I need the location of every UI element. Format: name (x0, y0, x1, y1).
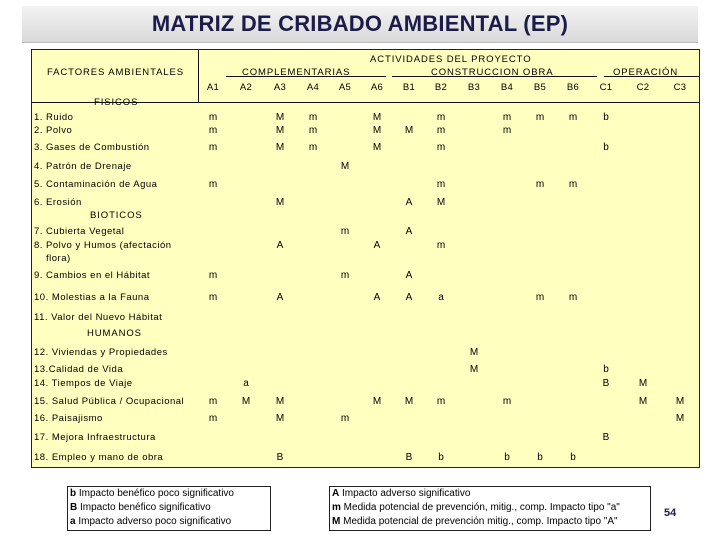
cell-b2: m (436, 179, 446, 190)
matrix-row (32, 396, 699, 408)
cell-a4: m (308, 125, 318, 136)
group-complementarias: COMPLEMENTARIAS (242, 67, 351, 78)
cell-b4: m (502, 125, 512, 136)
legend-item: M Medida potencial de prevención mitig., comp. Impacto tipo "A" (332, 516, 618, 527)
cell-a6: A (373, 292, 381, 303)
cell-b5: m (535, 292, 545, 303)
cell-b2: m (436, 240, 446, 251)
cell-b2: m (436, 112, 446, 123)
matrix-row (32, 179, 699, 191)
cell-a1: m (208, 413, 218, 424)
row-label: 15. Salud Pública / Ocupacional (34, 396, 185, 407)
cell-a3: M (275, 413, 285, 424)
column-header-b4: B4 (500, 82, 514, 93)
legend-item: b Impacto benéfico poco significativo (70, 488, 234, 499)
cell-a4: m (308, 112, 318, 123)
cell-c1: B (602, 432, 610, 443)
cell-c3: M (675, 396, 685, 407)
activities-title: ACTIVIDADES DEL PROYECTO (370, 54, 532, 65)
matrix-row (32, 161, 699, 173)
page-number: 54 (664, 507, 677, 519)
matrix-row (32, 378, 699, 390)
cell-a1: m (208, 396, 218, 407)
group-construccion: CONSTRUCCION OBRA (431, 67, 554, 78)
cell-a3: M (275, 396, 285, 407)
cell-b2: M (436, 197, 446, 208)
column-header-b2: B2 (434, 82, 448, 93)
row-label: 7. Cubierta Vegetal (34, 226, 125, 237)
factors-header: FACTORES AMBIENTALES (47, 67, 184, 78)
cell-b1: A (405, 226, 413, 237)
row-label: 8. Polvo y Humos (afectación (34, 240, 172, 251)
row-label: 10. Molestias a la Fauna (34, 292, 150, 303)
cell-b6: m (568, 179, 578, 190)
cell-b1: A (405, 270, 413, 281)
cell-b5: b (537, 452, 543, 463)
column-header-a4: A4 (306, 82, 320, 93)
column-header-b3: B3 (467, 82, 481, 93)
cell-a3: A (276, 292, 284, 303)
cell-a1: m (208, 125, 218, 136)
row-label: 5. Contaminación de Agua (34, 179, 158, 190)
cell-a6: A (373, 240, 381, 251)
row-label: 17. Mejora Infraestructura (34, 432, 156, 443)
cell-c2: M (638, 396, 648, 407)
row-label: 3. Gases de Combustión (34, 142, 150, 153)
cell-a5: m (340, 226, 350, 237)
matrix-row (32, 197, 699, 209)
cell-a3: M (275, 197, 285, 208)
matrix-row (32, 142, 699, 154)
factors-divider (198, 50, 199, 102)
cell-a3: M (275, 112, 285, 123)
row-label-continued: flora) (46, 253, 71, 264)
matrix-row (32, 125, 699, 137)
column-header-a5: A5 (338, 82, 352, 93)
row-label: 2. Polvo (34, 125, 73, 136)
cell-b2: m (436, 125, 446, 136)
matrix-row (32, 226, 699, 238)
cell-c3: M (675, 413, 685, 424)
matrix-row (32, 270, 699, 282)
matrix-row (32, 312, 699, 324)
matrix-row (32, 347, 699, 359)
column-header-c2: C2 (636, 82, 650, 93)
cell-b2: a (438, 292, 444, 303)
cell-c2: M (638, 378, 648, 389)
cell-a6: M (372, 142, 382, 153)
column-header-c1: C1 (599, 82, 613, 93)
row-label: 1. Ruido (34, 112, 74, 123)
matrix-row (32, 112, 699, 124)
cell-b6: m (568, 292, 578, 303)
cell-a1: m (208, 292, 218, 303)
legend-measures (329, 486, 651, 531)
legend-item: A Impacto adverso significativo (332, 488, 471, 499)
section-humanos: HUMANOS (87, 328, 142, 339)
legend-item: a Impacto adverso poco significativo (70, 516, 232, 527)
row-label: 13.Calidad de Vida (34, 364, 124, 375)
cell-b1: A (405, 292, 413, 303)
column-header-a1: A1 (206, 82, 220, 93)
legend-item: m Medida potencial de prevención, mitig., comp. Impacto tipo "a" (332, 502, 620, 513)
matrix-row (32, 452, 699, 464)
cell-b6: b (570, 452, 576, 463)
cell-a6: M (372, 125, 382, 136)
cell-a2: M (241, 396, 251, 407)
cell-a1: m (208, 112, 218, 123)
cell-b4: m (502, 112, 512, 123)
cell-b4: b (504, 452, 510, 463)
cell-b5: m (535, 112, 545, 123)
cell-c1: b (603, 142, 609, 153)
column-header-b5: B5 (533, 82, 547, 93)
cell-c1: B (602, 378, 610, 389)
cell-c1: b (603, 112, 609, 123)
row-label: 6. Erosión (34, 197, 82, 208)
matrix-row (32, 413, 699, 425)
group-operacion: OPERACIÓN (613, 67, 679, 78)
cell-a2: a (243, 378, 249, 389)
cell-b2: m (436, 142, 446, 153)
column-header-c3: C3 (673, 82, 687, 93)
cell-a6: M (372, 396, 382, 407)
cell-a3: M (275, 125, 285, 136)
cell-b2: b (438, 452, 444, 463)
cell-b1: A (405, 197, 413, 208)
row-label: 16. Paisajismo (34, 413, 103, 424)
cell-a6: M (372, 112, 382, 123)
cell-a5: M (340, 161, 350, 172)
matrix-row (32, 240, 699, 264)
cell-b3: M (469, 364, 479, 375)
row-label: 11. Valor del Nuevo Hábitat (34, 312, 163, 323)
cell-a3: M (275, 142, 285, 153)
cell-b4: m (502, 396, 512, 407)
row-label: 9. Cambios en el Hábitat (34, 270, 151, 281)
cell-b5: m (535, 179, 545, 190)
matrix-row (32, 364, 699, 376)
section-fisicos: FISICOS (94, 97, 139, 108)
cell-a5: m (340, 413, 350, 424)
cell-a3: A (276, 240, 284, 251)
cell-a3: B (276, 452, 284, 463)
matrix-row (32, 432, 699, 444)
cell-a1: m (208, 179, 218, 190)
row-label: 14. Tiempos de Viaje (34, 378, 133, 389)
cell-b1: M (404, 125, 414, 136)
legend-item: B Impacto benéfico significativo (70, 502, 211, 513)
cell-c1: b (603, 364, 609, 375)
column-header-a6: A6 (370, 82, 384, 93)
column-header-a2: A2 (239, 82, 253, 93)
cell-a1: m (208, 270, 218, 281)
cell-b1: M (404, 396, 414, 407)
column-header-a3: A3 (273, 82, 287, 93)
cell-a5: m (340, 270, 350, 281)
page-title: MATRIZ DE CRIBADO AMBIENTAL (EP) (151, 11, 569, 36)
cell-b2: m (436, 396, 446, 407)
title-bar (22, 6, 698, 43)
cell-b3: M (469, 347, 479, 358)
matrix-row (32, 292, 699, 304)
row-label: 4. Patrón de Drenaje (34, 161, 132, 172)
cell-a4: m (308, 142, 318, 153)
cell-a1: m (208, 142, 218, 153)
cell-b6: m (568, 112, 578, 123)
row-label: 18. Empleo y mano de obra (34, 452, 164, 463)
cell-b1: B (405, 452, 413, 463)
row-label: 12. Viviendas y Propiedades (34, 347, 168, 358)
section-bioticos: BIOTICOS (90, 210, 143, 221)
legend-benefit (67, 486, 271, 531)
screening-matrix (31, 49, 700, 468)
column-header-b1: B1 (402, 82, 416, 93)
column-header-b6: B6 (566, 82, 580, 93)
